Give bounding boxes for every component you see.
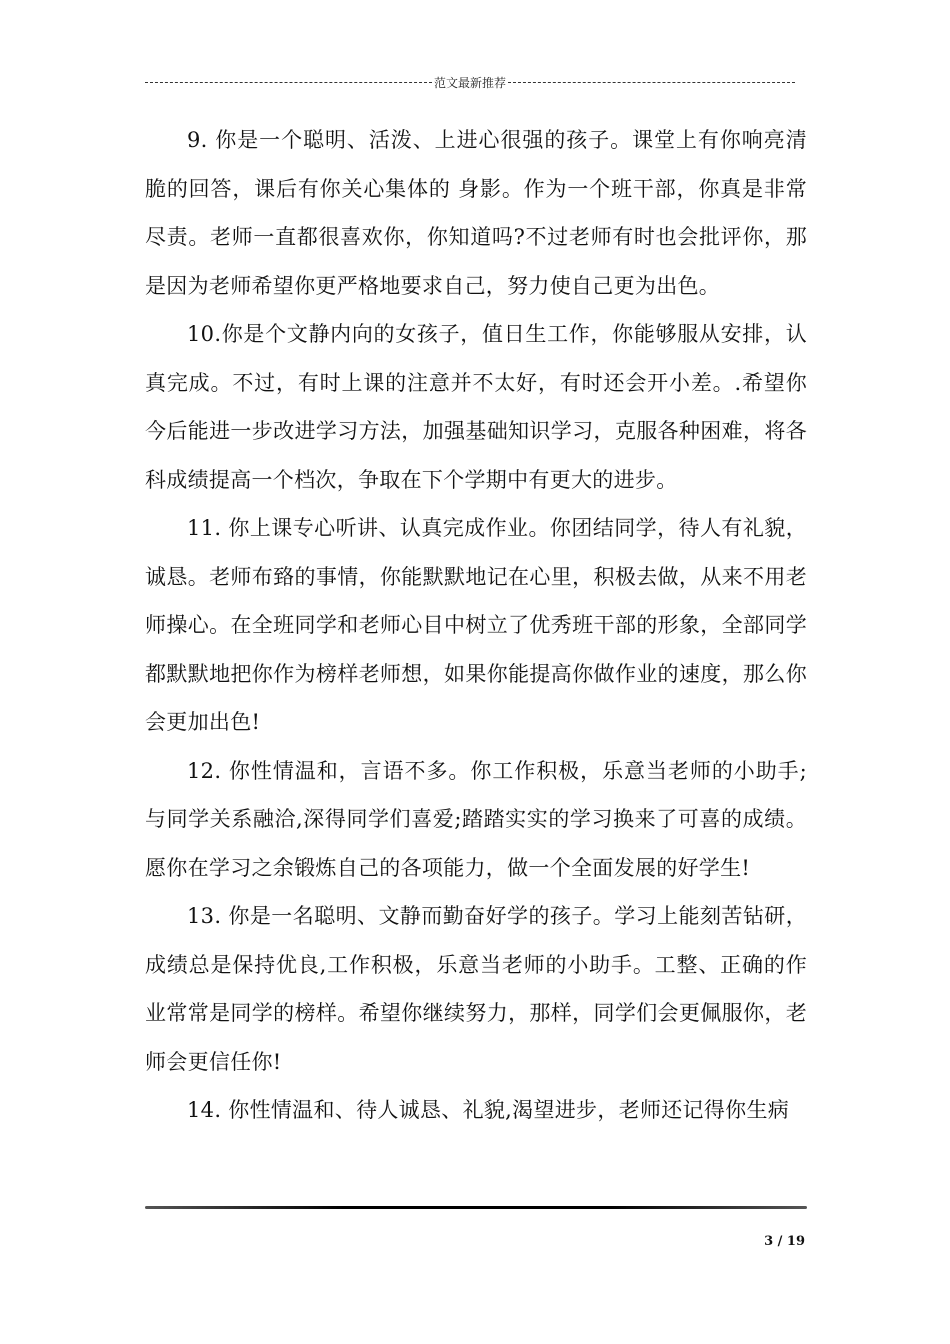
header-title: 范文最新推荐: [434, 75, 507, 90]
header-dash-right: [508, 82, 795, 83]
page-header: [145, 72, 795, 92]
paragraph-10: 10.你是个文静内向的女孩子，值日生工作，你能够服从安排，认真完成。不过，有时上课的注意并不太好，有时还会开小差。.希望你今后能进一步改进学习方法，加强基础知识学习，克服各种困难，将各科成绩提高一个档次，争取在下个学期中有更大的进步。: [145, 322, 807, 492]
paragraph-9: 9. 你是一个聪明、活泼、上进心很强的孩子。课堂上有你响亮清脆的回答，课后有你关心集体的 身影。作为一个班干部，你真是非常尽责。老师一直都很喜欢你，你知道吗?不过老师有时也会批评你，那是因为老师希望你更严格地要求自己，努力使自己更为出色。: [145, 128, 807, 298]
footer-divider: [145, 1206, 807, 1209]
document-body: [145, 116, 807, 1135]
paragraph-14: 14. 你性情温和、待人诚恳、礼貌,渴望进步，老师还记得你生病: [187, 1098, 790, 1122]
paragraph-11: 11. 你上课专心听讲、认真完成作业。你团结同学，待人有礼貌，诚恳。老师布臵的事情，你能默默地记在心里，积极去做，从来不用老师操心。在全班同学和老师心目中树立了优秀班干部的形象，全部同学都默默地把你作为榜样老师想，如果你能提高你做作业的速度，那么你会更加出色!: [145, 516, 807, 734]
paragraph-12: 12. 你性情温和，言语不多。你工作积极，乐意当老师的小助手;与同学关系融洽,深得同学们喜爱;踏踏实实的学习换来了可喜的成绩。愿你在学习之余锻炼自己的各项能力，做一个全面发展的好学生!: [145, 758, 807, 880]
paragraph-13: 13. 你是一名聪明、文静而勤奋好学的孩子。学习上能刻苦钻研，成绩总是保持优良,工作积极，乐意当老师的小助手。工整、正确的作业常常是同学的榜样。希望你继续努力，那样，同学们会更佩服你，老师会更信任你!: [145, 904, 807, 1074]
header-dash-left: [145, 82, 432, 83]
page-number: 3 / 19: [764, 1234, 805, 1249]
